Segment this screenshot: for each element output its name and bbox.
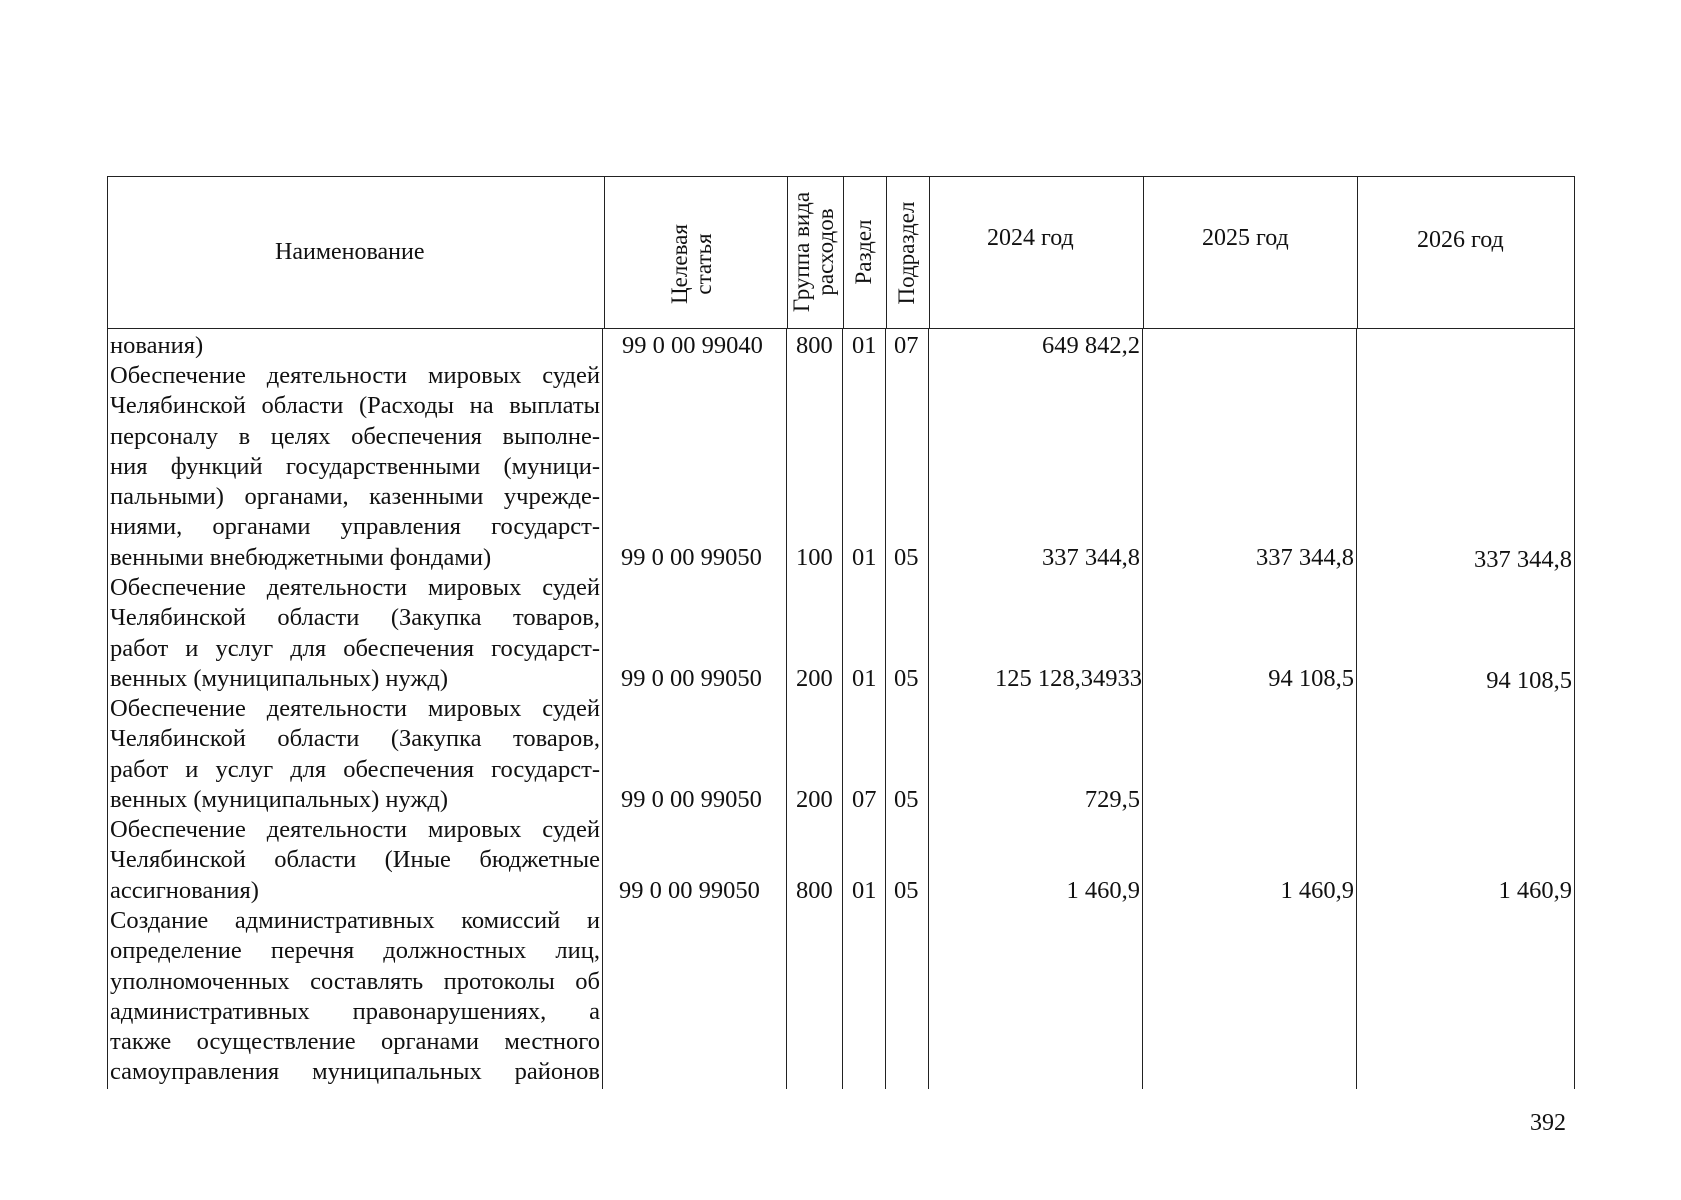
table-row-5-name: [110, 906, 600, 1088]
row-2-subsection: 05: [894, 665, 919, 692]
table-row-2-name: [110, 573, 600, 694]
header-2026-cell: [1358, 177, 1576, 328]
row-1-subsection: 05: [894, 544, 919, 571]
name-line: определение перечня должностных лиц,: [110, 937, 600, 965]
header-group-line2: расходов: [813, 208, 838, 296]
name-line: работ и услуг для обеспечения государст-: [110, 755, 600, 783]
header-target: [668, 189, 718, 339]
name-line: уполномоченных составлять протоколы об: [110, 967, 600, 995]
table-row-0-name: [110, 331, 600, 361]
name-line: Обеспечение деятельности мировых судей: [110, 816, 600, 843]
row-0-subsection: 07: [894, 332, 919, 359]
row-4-2026: 1 460,9: [1498, 877, 1572, 904]
header-section-cell: [844, 177, 887, 328]
row-3-subsection: 05: [894, 786, 919, 813]
row-0-section: 01: [852, 332, 877, 359]
name-line: Создание административных комиссий и: [110, 907, 600, 934]
row-2-section: 01: [852, 665, 877, 692]
name-line: Челябинской области (Закупка товаров,: [110, 725, 600, 753]
name-line: самоуправления муниципальных районов: [110, 1058, 600, 1086]
row-2-2026: 94 108,5: [1486, 667, 1572, 694]
header-name: Наименование: [275, 239, 425, 265]
name-line: административных правонарушениях, а: [110, 997, 600, 1025]
header-2024-cell: [930, 177, 1144, 328]
table-row-1-name: [110, 361, 600, 573]
name-line: Обеспечение деятельности мировых судей: [110, 574, 600, 601]
header-subsection-cell: [887, 177, 930, 328]
name-line: пальными) органами, казенными учрежде-: [110, 483, 600, 511]
name-line: Челябинской области (Закупка товаров,: [110, 604, 600, 632]
name-line: венных (муниципальных) нужд): [110, 664, 449, 692]
row-3-target: 99 0 00 99050: [621, 786, 762, 813]
name-line: также осуществление органами местного: [110, 1028, 600, 1056]
row-4-group: 800: [796, 877, 833, 904]
row-4-section: 01: [852, 877, 877, 904]
row-4-2025: 1 460,9: [1280, 877, 1354, 904]
name-line: венными внебюджетными фондами): [110, 543, 492, 571]
name-line: Челябинской области (Расходы на выплаты: [110, 392, 600, 420]
table-row-4-name: [110, 815, 600, 906]
col-line-left: [107, 329, 108, 1089]
table-row-3-name: [110, 694, 600, 815]
table-header: [107, 176, 1575, 329]
row-4-2024: 1 460,9: [1066, 877, 1140, 904]
row-1-group: 100: [796, 544, 833, 571]
header-target-line2: статья: [691, 233, 716, 295]
row-3-section: 07: [852, 786, 877, 813]
name-line: Обеспечение деятельности мировых судей: [110, 362, 600, 389]
header-2024: 2024 год: [987, 225, 1074, 251]
row-0-target: 99 0 00 99040: [622, 332, 763, 359]
row-0-group: 800: [796, 332, 833, 359]
row-1-2024: 337 344,8: [1042, 544, 1140, 571]
header-target-cell: [605, 177, 788, 328]
header-group-cell: [788, 177, 844, 328]
header-group: [790, 177, 840, 327]
col-line-2026: [1574, 329, 1575, 1089]
name-line: Челябинской области (Иные бюджетные: [110, 846, 600, 874]
header-2026: 2026 год: [1417, 227, 1504, 253]
name-line: Обеспечение деятельности мировых судей: [110, 695, 600, 722]
col-line-name: [602, 329, 603, 1089]
name-line: работ и услуг для обеспечения государст-: [110, 634, 600, 662]
header-2025-cell: [1144, 177, 1358, 328]
row-4-subsection: 05: [894, 877, 919, 904]
col-line-subsection: [928, 329, 929, 1089]
row-3-2024: 729,5: [1084, 786, 1140, 813]
header-subsection: Подраздел: [894, 201, 919, 305]
header-section: Раздел: [851, 219, 876, 285]
name-line: нования): [110, 332, 204, 359]
row-2-group: 200: [796, 665, 833, 692]
page-number: 392: [1530, 1110, 1566, 1136]
name-line: персоналу в целях обеспечения выполне-: [110, 422, 600, 450]
header-name-cell: [108, 177, 605, 328]
header-target-line1: Целевая: [667, 224, 692, 304]
name-line: венных (муниципальных) нужд): [110, 785, 449, 813]
row-2-target: 99 0 00 99050: [621, 665, 762, 692]
row-1-2025: 337 344,8: [1256, 544, 1354, 571]
col-line-group: [842, 329, 843, 1089]
name-line: ассигнования): [110, 876, 259, 904]
name-line: ния функций государственными (муници-: [110, 452, 600, 480]
col-line-target: [786, 329, 787, 1089]
row-1-section: 01: [852, 544, 877, 571]
header-2025: 2025 год: [1202, 225, 1289, 251]
row-1-target: 99 0 00 99050: [621, 544, 762, 571]
col-line-2024: [1142, 329, 1143, 1089]
col-line-2025: [1356, 329, 1357, 1089]
row-3-group: 200: [796, 786, 833, 813]
name-line: ниями, органами управления государст-: [110, 513, 600, 541]
col-line-section: [885, 329, 886, 1089]
row-2-2024: 125 128,34933: [995, 665, 1142, 692]
row-1-2026: 337 344,8: [1474, 546, 1572, 573]
header-group-line1: Группа вида: [789, 191, 814, 313]
row-0-2024: 649 842,2: [1042, 332, 1140, 359]
row-2-2025: 94 108,5: [1268, 665, 1354, 692]
row-4-target: 99 0 00 99050: [619, 877, 760, 904]
